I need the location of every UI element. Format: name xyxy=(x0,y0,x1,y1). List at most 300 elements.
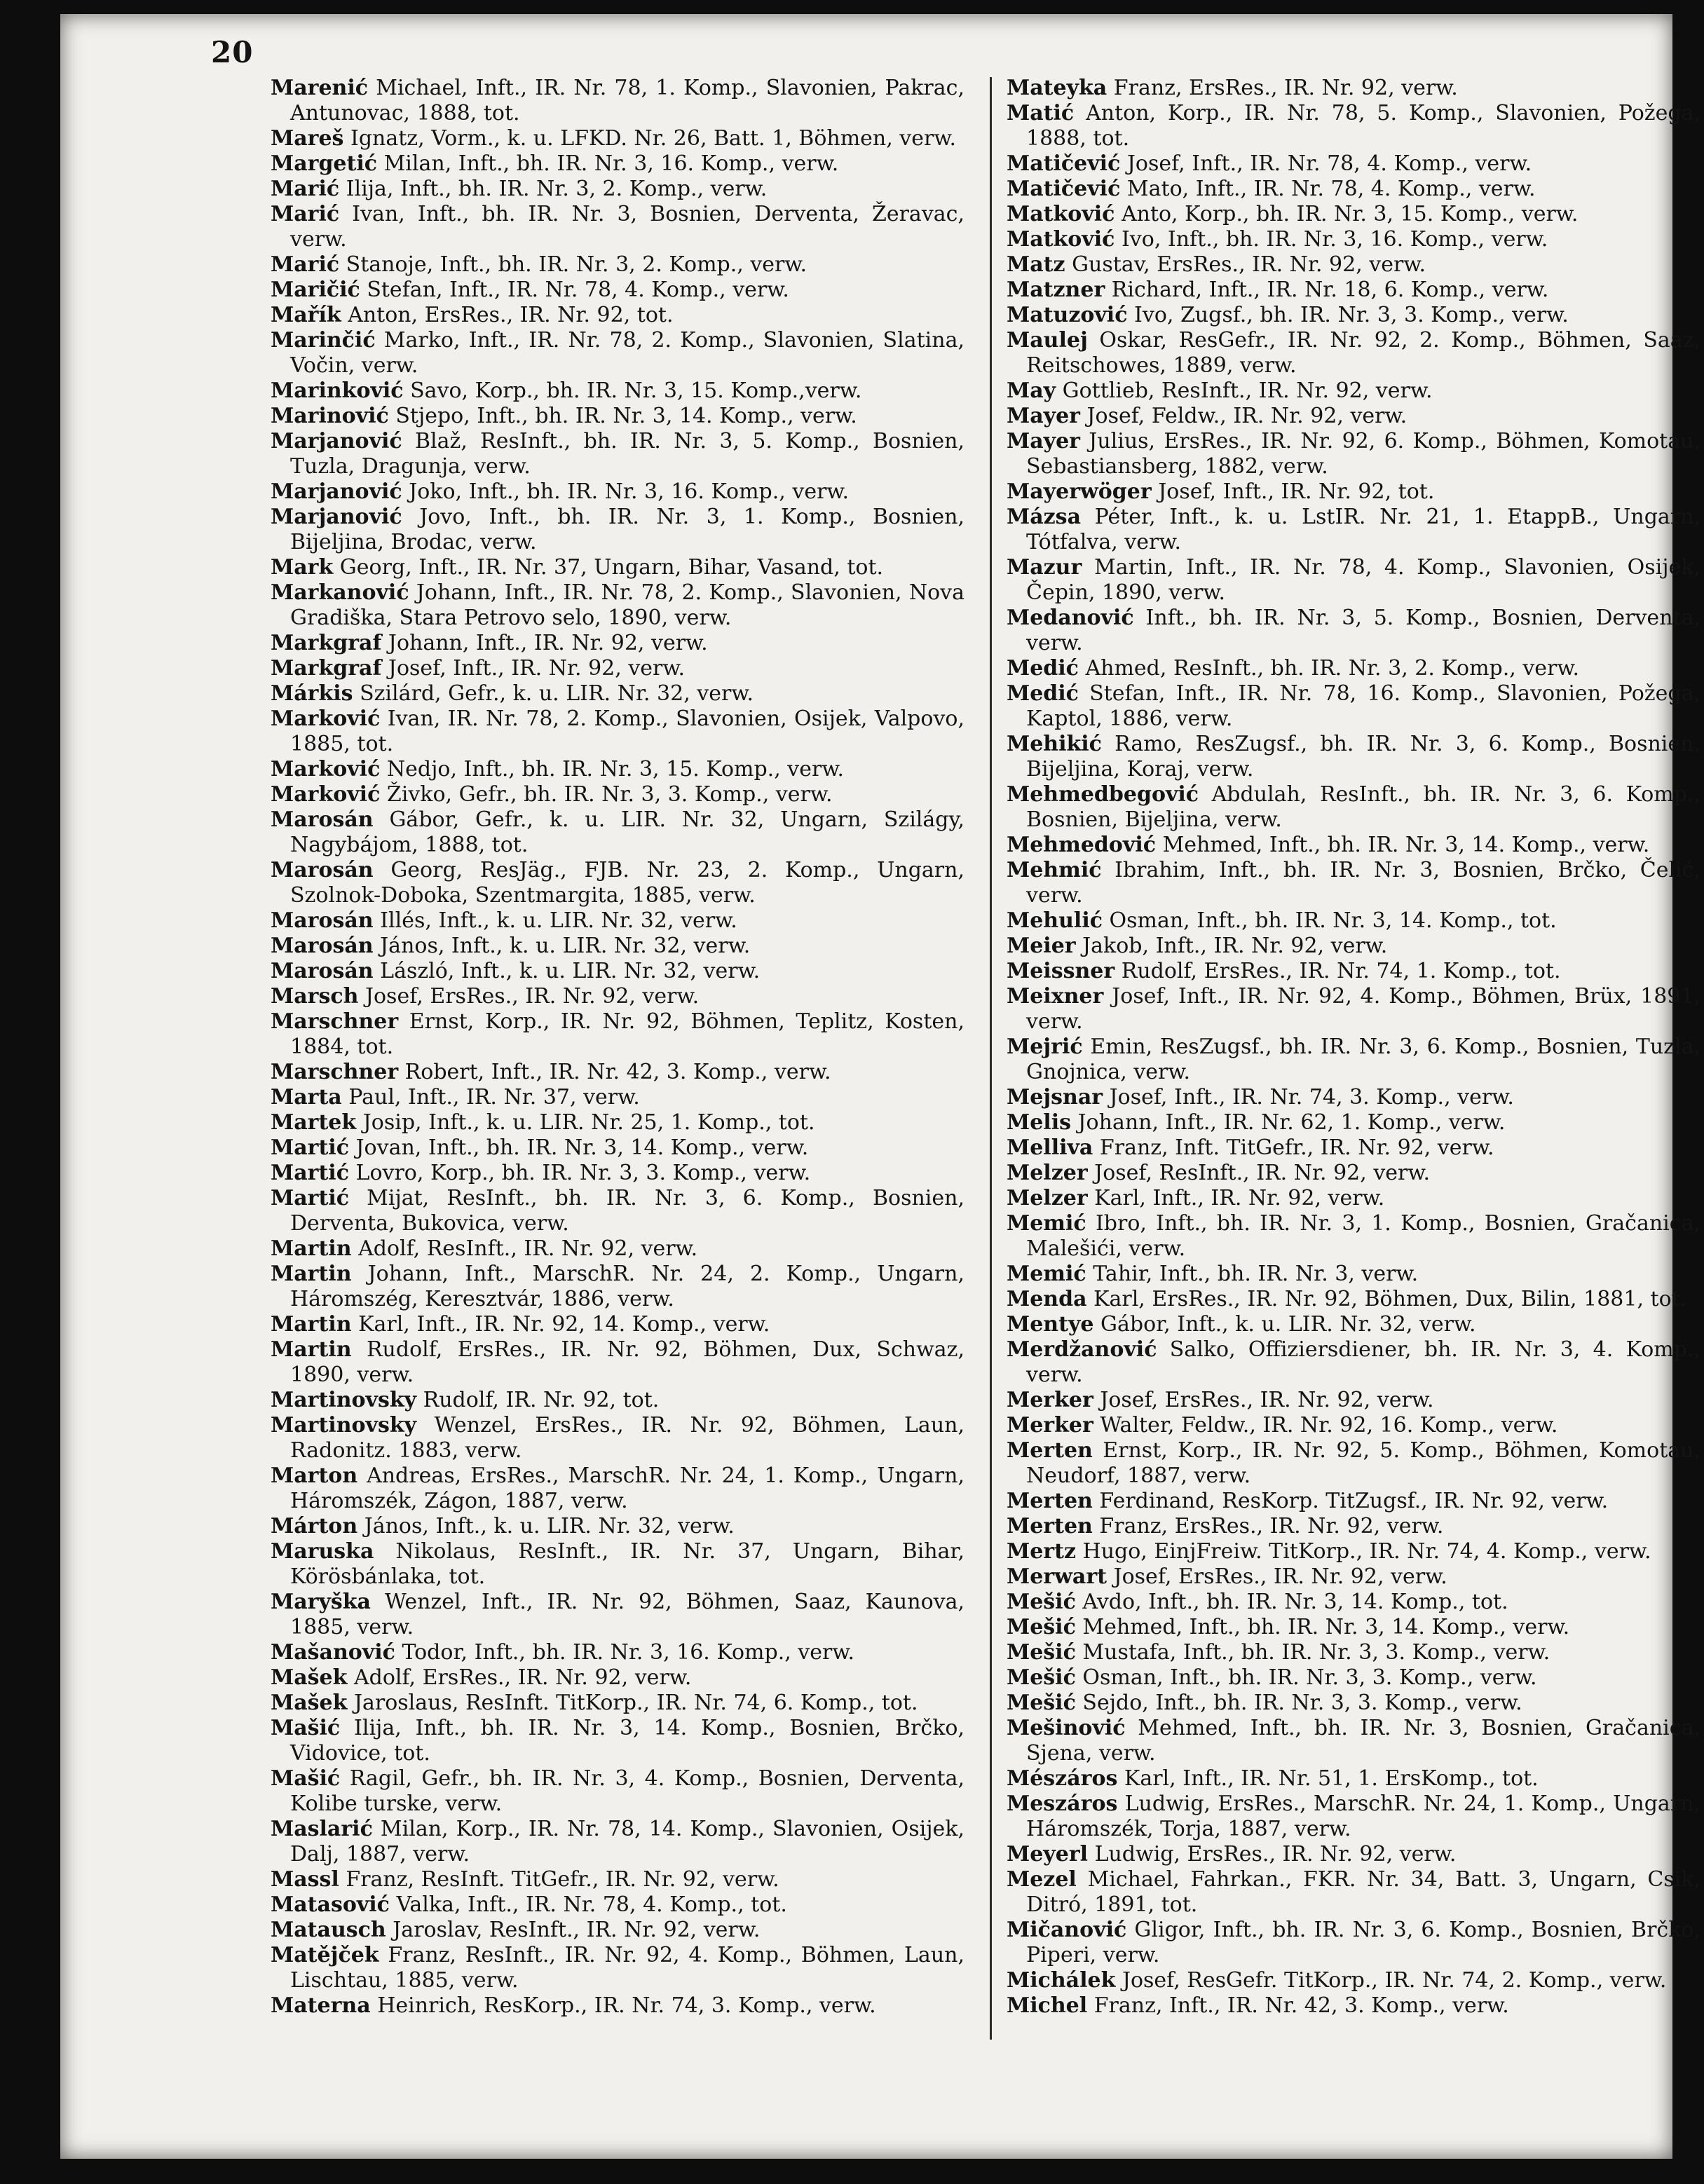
entry-surname: Martin xyxy=(271,1337,352,1362)
entry-surname: Mešić xyxy=(1007,1691,1076,1715)
entry-details: Ibrahim, Inft., bh. IR. Nr. 3, Bosnien, Brčko, Čelić, verw. xyxy=(1026,858,1700,908)
entry-details: Tahir, Inft., bh. IR. Nr. 3, verw. xyxy=(1093,1262,1419,1286)
entry-details: Josef, ResGefr. TitKorp., IR. Nr. 74, 2. Komp., verw. xyxy=(1122,1968,1667,1993)
roster-entry xyxy=(1007,1867,1700,1918)
entry-details: Josef, Inft., IR. Nr. 78, 4. Komp., verw. xyxy=(1126,151,1532,176)
entry-details: Josef, ErsRes., IR. Nr. 92, verw. xyxy=(1100,1388,1434,1412)
entry-details: Jovan, Inft., bh. IR. Nr. 3, 14. Komp., verw. xyxy=(355,1135,809,1160)
entry-surname: Martić xyxy=(271,1135,349,1160)
entry-details: Stefan, Inft., IR. Nr. 78, 16. Komp., Slavonien, Požega, Kaptol, 1886, verw. xyxy=(1026,681,1700,731)
roster-entry xyxy=(1007,1337,1700,1388)
entry-details: Michael, Fahrkan., FKR. Nr. 34, Batt. 3, Ungarn, Csik, Ditró, 1891, tot. xyxy=(1026,1867,1700,1917)
entry-surname: Menda xyxy=(1007,1287,1087,1311)
entry-details: Ilija, Inft., bh. IR. Nr. 3, 2. Komp., verw. xyxy=(346,177,768,201)
roster-entry xyxy=(271,656,965,681)
roster-entry xyxy=(1007,1262,1700,1287)
roster-entry xyxy=(271,505,965,555)
entry-details: Mehmed, Inft., bh. IR. Nr. 3, 14. Komp., verw. xyxy=(1082,1615,1570,1639)
entry-details: Anto, Korp., bh. IR. Nr. 3, 15. Komp., verw. xyxy=(1121,202,1579,226)
roster-entry xyxy=(271,1918,965,1943)
entry-surname: Mehmedović xyxy=(1007,833,1157,857)
entry-details: Ivan, IR. Nr. 78, 2. Komp., Slavonien, Osijek, Valpovo, 1885, tot. xyxy=(290,707,965,756)
entry-surname: Mešić xyxy=(1007,1640,1076,1665)
entry-details: László, Inft., k. u. LIR. Nr. 32, verw. xyxy=(380,959,761,983)
roster-entry xyxy=(271,1060,965,1085)
roster-entry xyxy=(271,1590,965,1640)
roster-entry xyxy=(1007,1514,1700,1539)
entry-surname: Marković xyxy=(271,782,381,807)
entry-details: Stanoje, Inft., bh. IR. Nr. 3, 2. Komp., verw. xyxy=(346,252,807,277)
entry-surname: Marsch xyxy=(271,984,359,1009)
roster-entry xyxy=(271,1110,965,1135)
roster-entry xyxy=(271,959,965,984)
roster-entry xyxy=(1007,1615,1700,1640)
entry-surname: Marić xyxy=(271,202,340,226)
entry-surname: Merten xyxy=(1007,1438,1093,1463)
entry-surname: Marschner xyxy=(271,1009,399,1034)
entry-surname: Marinčić xyxy=(271,328,376,353)
entry-details: Gustav, ErsRes., IR. Nr. 92, verw. xyxy=(1072,252,1426,277)
entry-details: Franz, Inft., IR. Nr. 42, 3. Komp., verw. xyxy=(1093,1993,1509,2018)
roster-entry xyxy=(271,1514,965,1539)
entry-details: Szilárd, Gefr., k. u. LIR. Nr. 32, verw. xyxy=(360,681,754,706)
entry-details: Josef, ErsRes., IR. Nr. 92, verw. xyxy=(364,984,700,1009)
entry-details: Avdo, Inft., bh. IR. Nr. 3, 14. Komp., tot. xyxy=(1082,1590,1508,1614)
roster-entry xyxy=(271,1993,965,2019)
roster-entry xyxy=(271,1186,965,1236)
roster-entry xyxy=(1007,1766,1700,1791)
entry-surname: Massl xyxy=(271,1867,339,1892)
entry-details: Richard, Inft., IR. Nr. 18, 6. Komp., verw. xyxy=(1111,278,1549,302)
entry-details: Josip, Inft., k. u. LIR. Nr. 25, 1. Komp., tot. xyxy=(362,1110,815,1135)
roster-entry xyxy=(1007,555,1700,606)
entry-surname: Matasović xyxy=(271,1892,390,1917)
roster-entry xyxy=(1007,858,1700,908)
entry-surname: Marjanović xyxy=(271,479,402,504)
entry-surname: Mešić xyxy=(1007,1665,1076,1690)
roster-entry xyxy=(271,580,965,631)
entry-surname: Michel xyxy=(1007,1993,1088,2018)
page-number: 20 xyxy=(211,35,254,69)
entry-details: Ivo, Inft., bh. IR. Nr. 3, 16. Komp., verw. xyxy=(1121,227,1548,252)
roster-entry xyxy=(271,681,965,707)
entry-surname: Marković xyxy=(271,707,381,731)
entry-surname: Marenić xyxy=(271,76,369,100)
roster-entry xyxy=(1007,227,1700,252)
entry-details: Ragil, Gefr., bh. IR. Nr. 3, 4. Komp., Bosnien, Derventa, Kolibe turske, verw. xyxy=(290,1766,965,1816)
roster-entry xyxy=(271,404,965,429)
entry-details: Ludwig, ErsRes., IR. Nr. 92, verw. xyxy=(1094,1842,1457,1866)
entry-surname: Maričić xyxy=(271,278,360,302)
entry-details: Hugo, EinjFreiw. TitKorp., IR. Nr. 74, 4. Komp., verw. xyxy=(1082,1539,1651,1564)
roster-entry xyxy=(1007,429,1700,479)
entry-surname: Mešić xyxy=(1007,1615,1076,1639)
entry-details: Ibro, Inft., bh. IR. Nr. 3, 1. Komp., Bosnien, Gračanica, Malešići, verw. xyxy=(1026,1211,1700,1261)
entry-details: Mato, Inft., IR. Nr. 78, 4. Komp., verw. xyxy=(1126,177,1536,201)
entry-surname: Marosán xyxy=(271,858,374,882)
roster-entry xyxy=(271,1085,965,1110)
entry-details: Osman, Inft., bh. IR. Nr. 3, 3. Komp., verw. xyxy=(1082,1665,1537,1690)
entry-surname: Martić xyxy=(271,1186,349,1210)
entry-details: János, Inft., k. u. LIR. Nr. 32, verw. xyxy=(364,1514,735,1538)
entry-details: Savo, Korp., bh. IR. Nr. 3, 15. Komp.,verw. xyxy=(410,378,862,403)
entry-surname: Márton xyxy=(271,1514,358,1538)
entry-details: Todor, Inft., bh. IR. Nr. 3, 16. Komp., verw. xyxy=(402,1640,855,1665)
entry-surname: Mešić xyxy=(1007,1590,1076,1614)
roster-entry xyxy=(271,1262,965,1312)
roster-entry xyxy=(1007,1640,1700,1665)
entry-details: Ahmed, ResInft., bh. IR. Nr. 3, 2. Komp., verw. xyxy=(1085,656,1580,681)
roster-entry xyxy=(271,807,965,858)
entry-surname: Mezel xyxy=(1007,1867,1077,1892)
entry-details: Julius, ErsRes., IR. Nr. 92, 6. Komp., Böhmen, Komotau, Sebastiansberg, 1882, verw. xyxy=(1026,429,1700,479)
roster-entry xyxy=(271,1665,965,1691)
entry-details: Lovro, Korp., bh. IR. Nr. 3, 3. Komp., verw. xyxy=(355,1161,811,1185)
entry-surname: Matzner xyxy=(1007,278,1105,302)
roster-entry xyxy=(1007,1791,1700,1842)
entry-surname: Matičević xyxy=(1007,151,1121,176)
entry-details: Josef, ErsRes., IR. Nr. 92, verw. xyxy=(1113,1564,1447,1589)
entry-surname: Mentye xyxy=(1007,1312,1094,1337)
entry-details: Martin, Inft., IR. Nr. 78, 4. Komp., Slavonien, Osijek, Čepin, 1890, verw. xyxy=(1026,555,1700,605)
entry-surname: Martin xyxy=(271,1312,352,1337)
right-column xyxy=(1007,76,1700,2019)
entry-surname: Marosán xyxy=(271,908,374,933)
roster-entry xyxy=(1007,1918,1700,1968)
entry-surname: Marjanović xyxy=(271,429,402,453)
entry-surname: Marinović xyxy=(271,404,389,428)
entry-details: Josef, Inft., IR. Nr. 92, 4. Komp., Böhmen, Brüx, 1891, verw. xyxy=(1026,984,1700,1034)
entry-details: Gligor, Inft., bh. IR. Nr. 3, 6. Komp., Bosnien, Brčko, Piperi, verw. xyxy=(1026,1918,1700,1967)
entry-details: Anton, Korp., IR. Nr. 78, 5. Komp., Slavonien, Požega, 1888, tot. xyxy=(1026,101,1700,151)
entry-details: Ernst, Korp., IR. Nr. 92, Böhmen, Teplitz, Kosten, 1884, tot. xyxy=(290,1009,965,1059)
entry-surname: Maruska xyxy=(271,1539,374,1564)
roster-entry xyxy=(271,126,965,151)
entry-details: Josef, Feldw., IR. Nr. 92, verw. xyxy=(1086,404,1407,428)
entry-surname: Martinovsky xyxy=(271,1413,417,1438)
document-page xyxy=(60,14,1700,2159)
entry-surname: Mehulić xyxy=(1007,908,1103,933)
entry-surname: Matković xyxy=(1007,202,1115,226)
roster-entry xyxy=(271,555,965,580)
entry-surname: Merker xyxy=(1007,1388,1093,1412)
entry-surname: Martin xyxy=(271,1236,352,1261)
entry-details: Mijat, ResInft., bh. IR. Nr. 3, 6. Komp., Bosnien, Derventa, Bukovica, verw. xyxy=(290,1186,965,1236)
entry-surname: Michálek xyxy=(1007,1968,1116,1993)
roster-entry xyxy=(271,1337,965,1388)
entry-details: Illés, Inft., k. u. LIR. Nr. 32, verw. xyxy=(380,908,737,933)
entry-surname: Materna xyxy=(271,1993,371,2018)
entry-details: Valka, Inft., IR. Nr. 78, 4. Komp., tot. xyxy=(396,1892,787,1917)
roster-entry xyxy=(271,378,965,404)
roster-entry xyxy=(1007,1665,1700,1691)
entry-surname: Meszáros xyxy=(1007,1791,1118,1816)
entry-details: Jakob, Inft., IR. Nr. 92, verw. xyxy=(1082,934,1388,958)
entry-surname: Mázsa xyxy=(1007,505,1082,529)
entry-details: Paul, Inft., IR. Nr. 37, verw. xyxy=(348,1085,640,1110)
entry-surname: Martek xyxy=(271,1110,357,1135)
entry-surname: Mašić xyxy=(271,1766,341,1791)
roster-entry xyxy=(1007,833,1700,858)
entry-details: Oskar, ResGefr., IR. Nr. 92, 2. Komp., Böhmen, Saaz, Reitschowes, 1889, verw. xyxy=(1026,328,1700,378)
entry-surname: Meissner xyxy=(1007,959,1115,983)
roster-entry xyxy=(1007,328,1700,378)
entry-surname: Marosán xyxy=(271,807,374,832)
entry-surname: Maryška xyxy=(271,1590,371,1614)
entry-details: Jaroslaus, ResInft. TitKorp., IR. Nr. 74, 6. Komp., tot. xyxy=(353,1691,918,1715)
entry-surname: Mešinović xyxy=(1007,1716,1126,1740)
column-divider xyxy=(990,77,992,2040)
entry-surname: Mészáros xyxy=(1007,1766,1118,1791)
roster-entry xyxy=(271,202,965,252)
entry-details: Josef, Inft., IR. Nr. 92, tot. xyxy=(1158,479,1435,504)
roster-entry xyxy=(1007,378,1700,404)
roster-entry xyxy=(1007,1564,1700,1590)
entry-surname: Marković xyxy=(271,757,381,782)
roster-entry xyxy=(1007,1035,1700,1085)
entry-surname: Mark xyxy=(271,555,334,580)
entry-surname: Merdžanović xyxy=(1007,1337,1157,1362)
entry-surname: Melzer xyxy=(1007,1186,1088,1210)
entry-details: Karl, ErsRes., IR. Nr. 92, Böhmen, Dux, Bilin, 1881, tot. xyxy=(1093,1287,1687,1311)
entry-details: Karl, Inft., IR. Nr. 92, verw. xyxy=(1094,1186,1385,1210)
roster-entry xyxy=(1007,76,1700,101)
entry-details: Ferdinand, ResKorp. TitZugsf., IR. Nr. 92, verw. xyxy=(1099,1489,1609,1513)
entry-details: Stjepo, Inft., bh. IR. Nr. 3, 14. Komp., verw. xyxy=(395,404,857,428)
entry-details: Franz, ResInft., IR. Nr. 92, 4. Komp., Böhmen, Laun, Lischtau, 1885, verw. xyxy=(290,1943,965,1993)
entry-surname: Merker xyxy=(1007,1413,1093,1438)
roster-entry xyxy=(1007,1085,1700,1110)
roster-entry xyxy=(271,76,965,126)
entry-details: Johann, Inft., IR. Nr. 62, 1. Komp., verw. xyxy=(1077,1110,1506,1135)
entry-details: Osman, Inft., bh. IR. Nr. 3, 14. Komp., tot. xyxy=(1109,908,1557,933)
entry-details: Adolf, ErsRes., IR. Nr. 92, verw. xyxy=(353,1665,692,1690)
roster-entry xyxy=(271,1817,965,1867)
entry-details: Ludwig, ErsRes., MarschR. Nr. 24, 1. Komp., Ungarn, Háromszék, Torja, 1887, verw. xyxy=(1026,1791,1700,1841)
entry-surname: Martin xyxy=(271,1262,352,1286)
entry-details: Rudolf, IR. Nr. 92, tot. xyxy=(423,1388,660,1412)
entry-details: Josef, ResInft., IR. Nr. 92, verw. xyxy=(1094,1161,1431,1185)
roster-entry xyxy=(1007,1993,1700,2019)
entry-details: Mehmed, Inft., bh. IR. Nr. 3, 14. Komp., verw. xyxy=(1162,833,1650,857)
entry-details: Nedjo, Inft., bh. IR. Nr. 3, 15. Komp., verw. xyxy=(386,757,844,782)
roster-entry xyxy=(271,1236,965,1262)
roster-entry xyxy=(271,1135,965,1161)
roster-entry xyxy=(271,934,965,959)
entry-details: Andreas, ErsRes., MarschR. Nr. 24, 1. Komp., Ungarn, Háromszék, Zágon, 1887, verw. xyxy=(290,1463,965,1513)
entry-surname: Mašanović xyxy=(271,1640,395,1665)
entry-details: Georg, ResJäg., FJB. Nr. 23, 2. Komp., Ungarn, Szolnok-Doboka, Szentmargita, 1885, verw. xyxy=(290,858,965,908)
entry-surname: Mayerwöger xyxy=(1007,479,1152,504)
entry-surname: Mičanović xyxy=(1007,1918,1127,1942)
entry-details: Ivan, Inft., bh. IR. Nr. 3, Bosnien, Derventa, Žeravac, verw. xyxy=(290,202,965,252)
entry-details: Heinrich, ResKorp., IR. Nr. 74, 3. Komp., verw. xyxy=(377,1993,876,2018)
roster-entry xyxy=(1007,1716,1700,1766)
entry-surname: Memić xyxy=(1007,1262,1086,1286)
entry-surname: Meier xyxy=(1007,934,1076,958)
entry-details: Josef, Inft., IR. Nr. 74, 3. Komp., verw. xyxy=(1109,1085,1514,1110)
entry-surname: Mašić xyxy=(271,1716,341,1740)
entry-details: János, Inft., k. u. LIR. Nr. 32, verw. xyxy=(380,934,751,958)
entry-details: Johann, Inft., MarschR. Nr. 24, 2. Komp., Ungarn, Háromszég, Keresztvár, 1886, verw. xyxy=(290,1262,965,1311)
roster-entry xyxy=(271,1867,965,1892)
roster-entry xyxy=(1007,1539,1700,1564)
entry-details: Robert, Inft., IR. Nr. 42, 3. Komp., verw. xyxy=(404,1060,831,1084)
roster-entry xyxy=(1007,1135,1700,1161)
roster-entry xyxy=(1007,1413,1700,1438)
entry-surname: Marosán xyxy=(271,934,374,958)
roster-entry xyxy=(271,1640,965,1665)
roster-entry xyxy=(271,1388,965,1413)
entry-surname: Marić xyxy=(271,252,340,277)
entry-surname: Marjanović xyxy=(271,505,402,529)
entry-details: Anton, ErsRes., IR. Nr. 92, tot. xyxy=(348,303,674,327)
roster-entry xyxy=(271,1892,965,1918)
entry-surname: Maslarić xyxy=(271,1817,373,1841)
roster-entry xyxy=(271,1766,965,1817)
entry-surname: Mayer xyxy=(1007,429,1080,453)
roster-entry xyxy=(271,479,965,505)
entry-surname: Melliva xyxy=(1007,1135,1093,1160)
entry-surname: Marschner xyxy=(271,1060,399,1084)
roster-entry xyxy=(1007,908,1700,934)
entry-details: Péter, Inft., k. u. LstIR. Nr. 21, 1. EtappB., Ungarn, Tótfalva, verw. xyxy=(1026,505,1700,554)
entry-details: Emin, ResZugsf., bh. IR. Nr. 3, 6. Komp., Bosnien, Tuzla, Gnojnica, verw. xyxy=(1026,1035,1700,1084)
roster-entry xyxy=(271,1413,965,1463)
entry-surname: Mazur xyxy=(1007,555,1082,580)
roster-entry xyxy=(271,151,965,177)
entry-details: Marko, Inft., IR. Nr. 78, 2. Komp., Slavonien, Slatina, Vočin, verw. xyxy=(290,328,965,378)
roster-entry xyxy=(1007,1287,1700,1312)
entry-details: Franz, ErsRes., IR. Nr. 92, verw. xyxy=(1113,76,1458,100)
roster-entry xyxy=(1007,1489,1700,1514)
entry-surname: Medić xyxy=(1007,656,1079,681)
entry-surname: Mehmić xyxy=(1007,858,1102,882)
entry-details: Wenzel, ErsRes., IR. Nr. 92, Böhmen, Laun, Radonitz. 1883, verw. xyxy=(290,1413,965,1463)
entry-details: Joko, Inft., bh. IR. Nr. 3, 16. Komp., verw. xyxy=(409,479,850,504)
entry-surname: Meixner xyxy=(1007,984,1104,1009)
entry-details: Wenzel, Inft., IR. Nr. 92, Böhmen, Saaz, Kaunova, 1885, verw. xyxy=(290,1590,965,1639)
entry-surname: Matuzović xyxy=(1007,303,1128,327)
roster-entry xyxy=(1007,782,1700,833)
roster-entry xyxy=(1007,1968,1700,1993)
roster-entry xyxy=(1007,1388,1700,1413)
roster-entry xyxy=(1007,278,1700,303)
entry-surname: Medanović xyxy=(1007,606,1134,630)
entry-surname: Merten xyxy=(1007,1514,1093,1538)
roster-entry xyxy=(1007,1590,1700,1615)
entry-surname: Marinković xyxy=(271,378,404,403)
entry-surname: May xyxy=(1007,378,1056,403)
entry-details: Ilija, Inft., bh. IR. Nr. 3, 14. Komp., Bosnien, Brčko, Vidovice, tot. xyxy=(290,1716,965,1766)
entry-surname: Marić xyxy=(271,177,340,201)
roster-entry xyxy=(1007,1186,1700,1211)
entry-details: Živko, Gefr., bh. IR. Nr. 3, 3. Komp., verw. xyxy=(386,782,833,807)
entry-details: Jovo, Inft., bh. IR. Nr. 3, 1. Komp., Bosnien, Bijeljina, Brodac, verw. xyxy=(290,505,965,554)
roster-entry xyxy=(1007,1842,1700,1867)
entry-details: Josef, Inft., IR. Nr. 92, verw. xyxy=(388,656,686,681)
entry-surname: Márkis xyxy=(271,681,353,706)
entry-surname: Melzer xyxy=(1007,1161,1088,1185)
roster-entry xyxy=(1007,202,1700,227)
roster-entry xyxy=(1007,151,1700,177)
entry-details: Georg, Inft., IR. Nr. 37, Ungarn, Bihar, Vasand, tot. xyxy=(339,555,884,580)
roster-entry xyxy=(271,303,965,328)
roster-entry xyxy=(271,328,965,378)
entry-details: Rudolf, ErsRes., IR. Nr. 92, Böhmen, Dux, Schwaz, 1890, verw. xyxy=(290,1337,965,1387)
roster-entry xyxy=(271,1716,965,1766)
entry-details: Johann, Inft., IR. Nr. 92, verw. xyxy=(388,631,708,655)
entry-surname: Mašek xyxy=(271,1691,348,1715)
entry-surname: Martić xyxy=(271,1161,349,1185)
entry-details: Walter, Feldw., IR. Nr. 92, 16. Komp., verw. xyxy=(1100,1413,1558,1438)
entry-details: Jaroslav, ResInft., IR. Nr. 92, verw. xyxy=(393,1918,761,1942)
roster-entry xyxy=(1007,1211,1700,1262)
roster-entry xyxy=(1007,1110,1700,1135)
roster-entry xyxy=(271,858,965,908)
entry-surname: Mayer xyxy=(1007,404,1080,428)
entry-details: Franz, ResInft. TitGefr., IR. Nr. 92, verw. xyxy=(346,1867,779,1892)
roster-entry xyxy=(1007,681,1700,732)
entry-surname: Mertz xyxy=(1007,1539,1076,1564)
entry-details: Milan, Korp., IR. Nr. 78, 14. Komp., Slavonien, Osijek, Dalj, 1887, verw. xyxy=(290,1817,965,1866)
entry-surname: Mašek xyxy=(271,1665,348,1690)
roster-entry xyxy=(271,707,965,757)
roster-entry xyxy=(1007,101,1700,151)
entry-surname: Merten xyxy=(1007,1489,1093,1513)
entry-surname: Matković xyxy=(1007,227,1115,252)
entry-details: Gábor, Gefr., k. u. LIR. Nr. 32, Ungarn, Szilágy, Nagybájom, 1888, tot. xyxy=(290,807,965,857)
roster-entry xyxy=(1007,934,1700,959)
entry-details: Franz, ErsRes., IR. Nr. 92, verw. xyxy=(1099,1514,1444,1538)
left-column xyxy=(271,76,965,2019)
entry-surname: Mařík xyxy=(271,303,341,327)
entry-surname: Memić xyxy=(1007,1211,1086,1236)
entry-surname: Maulej xyxy=(1007,328,1088,353)
roster-entry xyxy=(1007,1161,1700,1186)
roster-entry xyxy=(1007,1312,1700,1337)
entry-surname: Matějček xyxy=(271,1943,379,1967)
roster-entry xyxy=(271,984,965,1009)
entry-details: Ivo, Zugsf., bh. IR. Nr. 3, 3. Komp., verw. xyxy=(1134,303,1569,327)
roster-entry xyxy=(1007,505,1700,555)
roster-entry xyxy=(1007,959,1700,984)
roster-entry xyxy=(271,1943,965,1993)
entry-details: Nikolaus, ResInft., IR. Nr. 37, Ungarn, Bihar, Körösbánlaka, tot. xyxy=(290,1539,965,1589)
entry-details: Stefan, Inft., IR. Nr. 78, 4. Komp., verw. xyxy=(367,278,789,302)
entry-surname: Matausch xyxy=(271,1918,386,1942)
entry-surname: Matičević xyxy=(1007,177,1121,201)
entry-surname: Merwart xyxy=(1007,1564,1107,1589)
roster-entry xyxy=(271,631,965,656)
entry-details: Inft., bh. IR. Nr. 3, 5. Komp., Bosnien, Derventa, verw. xyxy=(1026,606,1700,655)
roster-entry xyxy=(271,908,965,934)
entry-details: Karl, Inft., IR. Nr. 92, 14. Komp., verw. xyxy=(358,1312,770,1337)
entry-surname: Marton xyxy=(271,1463,358,1488)
entry-details: Milan, Inft., bh. IR. Nr. 3, 16. Komp., verw. xyxy=(383,151,839,176)
entry-surname: Markgraf xyxy=(271,656,382,681)
roster-entry xyxy=(1007,656,1700,681)
roster-entry xyxy=(271,1463,965,1514)
entry-surname: Mejrić xyxy=(1007,1035,1083,1059)
roster-entry xyxy=(1007,732,1700,782)
entry-details: Blaž, ResInft., bh. IR. Nr. 3, 5. Komp., Bosnien, Tuzla, Dragunja, verw. xyxy=(290,429,965,479)
entry-surname: Mejsnar xyxy=(1007,1085,1103,1110)
roster-entry xyxy=(1007,1438,1700,1489)
entry-surname: Margetić xyxy=(271,151,378,176)
entry-details: Ramo, ResZugsf., bh. IR. Nr. 3, 6. Komp., Bosnien, Bijeljina, Koraj, verw. xyxy=(1026,732,1700,782)
entry-details: Karl, Inft., IR. Nr. 51, 1. ErsKomp., tot. xyxy=(1124,1766,1539,1791)
